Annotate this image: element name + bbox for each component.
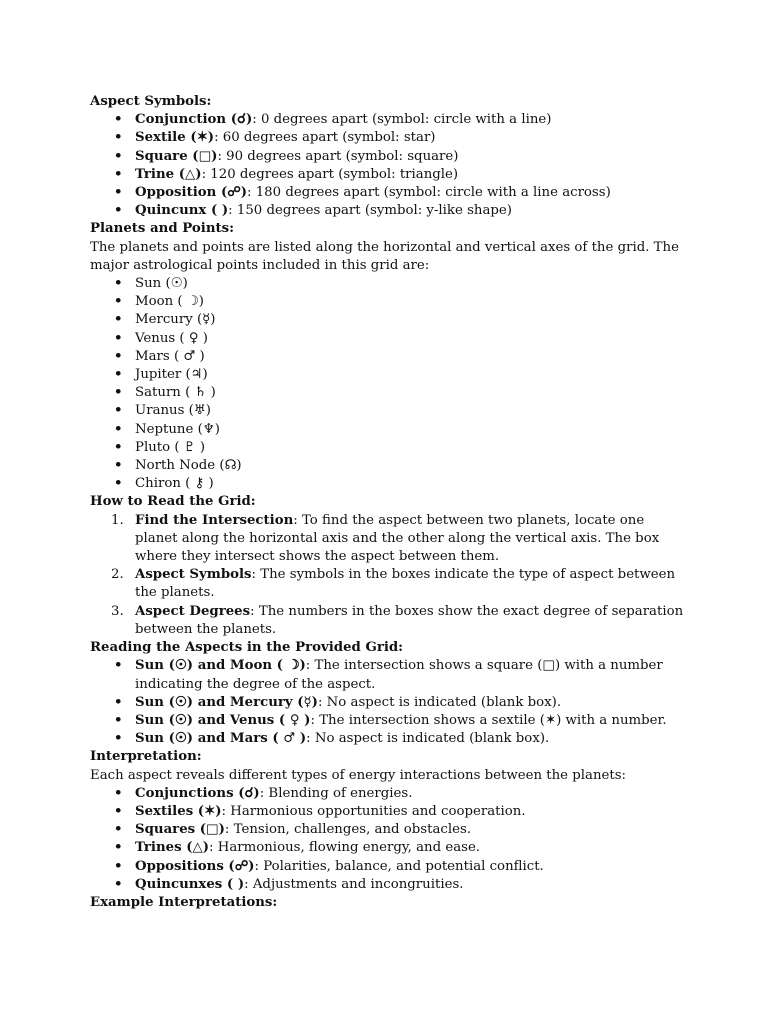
planets-list (90, 275, 690, 493)
step-title: Find the Intersection (135, 512, 294, 528)
list-item: • Sun (☉) (90, 275, 690, 293)
interpretation-heading: Interpretation: (90, 749, 202, 765)
aspect-name: Conjunctions (☌) (135, 785, 260, 801)
aspect-name: Trines (△) (135, 840, 210, 856)
list-number: 1. (111, 512, 124, 528)
list-item (90, 803, 690, 821)
list-number: 2. (111, 567, 124, 583)
pair-description: : The intersection shows a sextile (✶) with a number. (310, 712, 667, 728)
aspect-description: : 120 degrees apart (symbol: triangle) (201, 166, 459, 182)
list-item: • Venus ( ♀ ) (90, 330, 690, 348)
list-item (90, 566, 690, 602)
list-item (90, 603, 690, 639)
step-description: : The symbols in the boxes indicate the type of aspect between the planets. (135, 567, 676, 601)
list-item (90, 785, 690, 803)
list-item (90, 839, 690, 857)
aspect-name: Sextile (✶) (135, 130, 215, 146)
list-item: • Uranus (♅) (90, 402, 690, 420)
step-description: : The numbers in the boxes show the exact degree of separation between the planets. (135, 603, 684, 637)
step-title: Aspect Symbols (135, 567, 252, 583)
list-item (90, 876, 690, 894)
list-item: • Mercury (☿) (90, 311, 690, 329)
pair-description: : No aspect is indicated (blank box). (306, 731, 550, 747)
interpretation-list (90, 785, 690, 894)
list-item (90, 111, 690, 129)
list-item (90, 166, 690, 184)
list-item: • Jupiter (♃) (90, 366, 690, 384)
aspect-description: : 0 degrees apart (symbol: circle with a line) (252, 112, 552, 128)
list-item: • North Node (☊) (90, 457, 690, 475)
list-item: • Pluto ( ♇ ) (90, 439, 690, 457)
aspect-name: Trine (△) (135, 166, 202, 182)
list-item (90, 148, 690, 166)
aspect-meaning: : Harmonious opportunities and cooperation. (221, 803, 526, 819)
aspect-description: : 150 degrees apart (symbol: y-like shape) (228, 203, 512, 219)
aspect-description: : 60 degrees apart (symbol: star) (214, 130, 436, 146)
how-to-read-list (90, 512, 690, 639)
aspect-name: Oppositions (☍) (135, 858, 255, 874)
list-item: • Neptune (♆) (90, 421, 690, 439)
aspect-symbols-list (90, 111, 690, 220)
list-item: • Moon ( ☽) (90, 293, 690, 311)
reading-aspects-list (90, 657, 690, 748)
pair-description: : The intersection shows a square (□) with a number indicating the degree of the aspect. (135, 658, 663, 692)
list-item (90, 184, 690, 202)
list-item (90, 657, 690, 693)
list-number: 3. (111, 603, 124, 619)
aspect-description: : 90 degrees apart (symbol: square) (217, 148, 459, 164)
step-description: : To find the aspect between two planets, locate one planet along the horizontal axis and the other along the vertical axis. The box where they intersect shows the aspect between them. (135, 512, 660, 565)
planets-intro: The planets and points are listed along the horizontal and vertical axes of the grid. The major astrological points included in this grid are: (90, 239, 679, 273)
aspect-name: Square (□) (135, 148, 218, 164)
aspect-name: Conjunction (☌) (135, 112, 253, 128)
aspect-meaning: : Adjustments and incongruities. (244, 876, 464, 892)
document-body (90, 93, 690, 912)
list-item: • Saturn ( ♄ ) (90, 384, 690, 402)
list-item (90, 129, 690, 147)
aspect-meaning: : Tension, challenges, and obstacles. (224, 822, 471, 838)
aspect-name: Quincunxes ( ) (135, 876, 245, 892)
aspect-meaning: : Polarities, balance, and potential conflict. (254, 858, 544, 874)
list-item (90, 858, 690, 876)
list-item: • Mars ( ♂ ) (90, 348, 690, 366)
list-item (90, 730, 690, 748)
how-to-read-heading: How to Read the Grid: (90, 494, 256, 510)
aspect-description: : 180 degrees apart (symbol: circle with a line across) (247, 185, 611, 201)
planet-pair: Sun (☉) and Mercury (☿) (135, 694, 318, 710)
pair-description: : No aspect is indicated (blank box). (317, 694, 562, 710)
planet-pair: Sun (☉) and Venus ( ♀ ) (135, 712, 311, 728)
planet-pair: Sun (☉) and Moon ( ☽) (135, 658, 306, 674)
aspect-meaning: : Blending of energies. (259, 785, 413, 801)
aspect-name: Quincunx ( ) (135, 203, 229, 219)
list-item (90, 821, 690, 839)
aspect-name: Opposition (☍) (135, 185, 247, 201)
list-item: • Chiron ( ⚷ ) (90, 475, 690, 493)
list-item (90, 202, 690, 220)
list-item (90, 712, 690, 730)
list-item (90, 512, 690, 567)
examples-heading: Example Interpretations: (90, 894, 278, 910)
step-title: Aspect Degrees (135, 603, 251, 619)
aspect-symbols-heading: Aspect Symbols: (90, 94, 212, 109)
planet-pair: Sun (☉) and Mars ( ♂ ) (135, 731, 307, 747)
reading-aspects-heading: Reading the Aspects in the Provided Grid: (90, 640, 404, 656)
aspect-name: Sextiles (✶) (135, 803, 222, 819)
planets-heading: Planets and Points: (90, 221, 235, 237)
interpretation-intro: Each aspect reveals different types of energy interactions between the planets: (90, 767, 627, 783)
aspect-name: Squares (□) (135, 822, 225, 838)
list-item (90, 694, 690, 712)
aspect-meaning: : Harmonious, flowing energy, and ease. (209, 840, 481, 856)
